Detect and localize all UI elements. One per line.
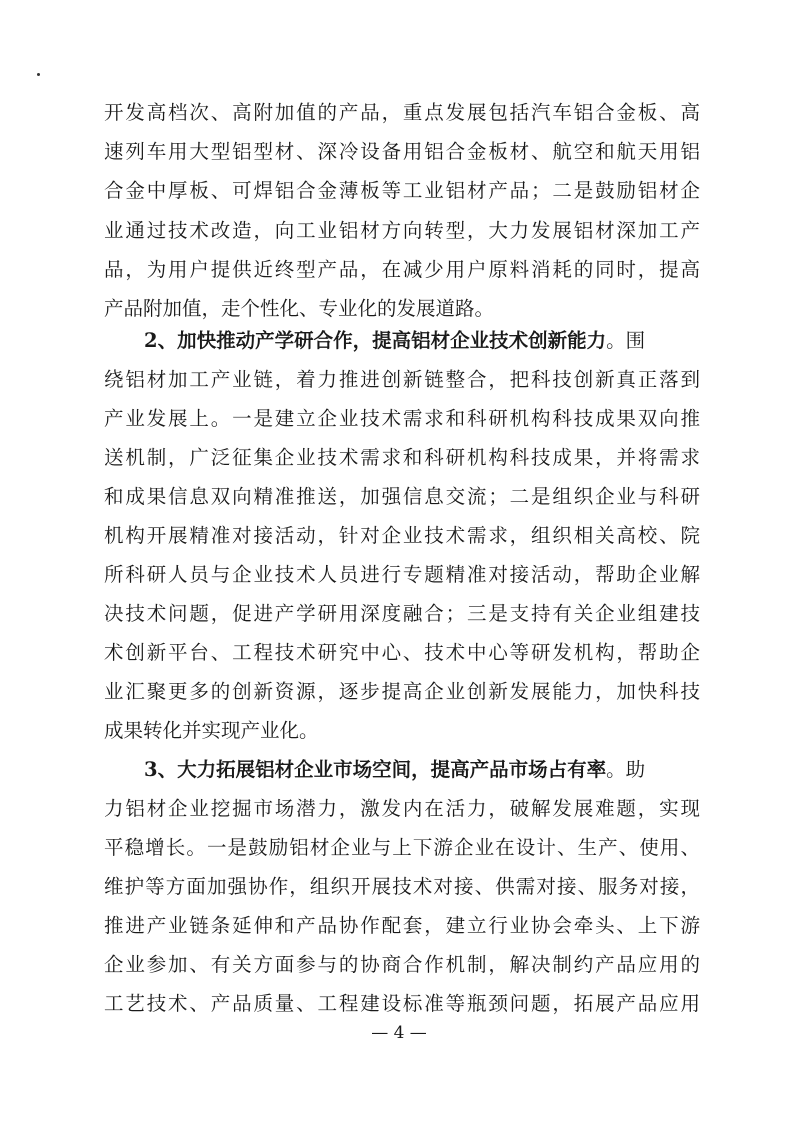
section-3-line: 平稳增长。一是鼓励铝材企业与上下游企业在设计、生产、使用、 — [104, 836, 700, 859]
section-2-heading-line — [144, 321, 700, 361]
scan-speck — [37, 73, 40, 76]
section-2-line: 成果转化并实现产业化。 — [104, 719, 319, 742]
body-line: 品，为用户提供近终型产品，在减少用户原料消耗的同时，提高 — [104, 258, 700, 281]
section-2-line: 产业发展上。一是建立企业技术需求和科研机构科技成果双向推 — [104, 407, 700, 430]
section-3-line: 维护等方面加强协作，组织开展技术对接、供需对接、服务对接， — [104, 875, 700, 898]
section-2-line: 决技术问题，促进产学研用深度融合；三是支持有关企业组建技 — [104, 602, 700, 625]
section-2-line: 术创新平台、工程技术研究中心、技术中心等研发机构，帮助企 — [104, 641, 700, 664]
body-line: 开发高档次、高附加值的产品，重点发展包括汽车铝合金板、高 — [104, 101, 700, 124]
body-line: 业通过技术改造，向工业铝材方向转型，大力发展铝材深加工产 — [104, 219, 700, 242]
section-3-line: 推进产业链条延伸和产品协作配套，建立行业协会牵头、上下游 — [104, 914, 700, 937]
body-line: 合金中厚板、可焊铝合金薄板等工业铝材产品；二是鼓励铝材企 — [104, 179, 700, 202]
section-2-line: 机构开展精准对接活动，针对企业技术需求，组织相关高校、院 — [104, 524, 700, 547]
section-2-line: 送机制，广泛征集企业技术需求和科研机构科技成果，并将需求 — [104, 446, 700, 469]
section-3-line: 工艺技术、产品质量、工程建设标准等瓶颈问题，拓展产品应用 — [104, 992, 700, 1015]
body-line: 产品附加值，走个性化、专业化的发展道路。 — [104, 297, 495, 320]
section-2-line: 和成果信息双向精准推送，加强信息交流；二是组织企业与科研 — [104, 485, 700, 508]
section-2-line: 业汇聚更多的创新资源，逐步提高企业创新发展能力，加快科技 — [104, 680, 700, 703]
section-2-heading-tail: 。围 — [606, 329, 646, 352]
section-2-heading: 2、加快推动产学研合作，提高铝材企业技术创新能力 — [144, 329, 607, 352]
section-3-line: 企业参加、有关方面参与的协商合作机制，解决制约产品应用的 — [104, 953, 700, 976]
page-number: — 4 — — [371, 1023, 427, 1043]
section-3-heading: 3、大力拓展铝材企业市场空间，提高产品市场占有率 — [144, 758, 607, 781]
section-3-heading-tail: 。助 — [606, 758, 646, 781]
section-2-line: 绕铝材加工产业链，着力推进创新链整合，把科技创新真正落到 — [104, 368, 700, 391]
section-3-heading-line — [144, 750, 700, 790]
body-line: 速列车用大型铝型材、深冷设备用铝合金板材、航空和航天用铝 — [104, 140, 700, 163]
section-3-line: 力铝材企业挖掘市场潜力，激发内在活力，破解发展难题，实现 — [104, 797, 700, 820]
section-2-line: 所科研人员与企业技术人员进行专题精准对接活动，帮助企业解 — [104, 563, 700, 586]
